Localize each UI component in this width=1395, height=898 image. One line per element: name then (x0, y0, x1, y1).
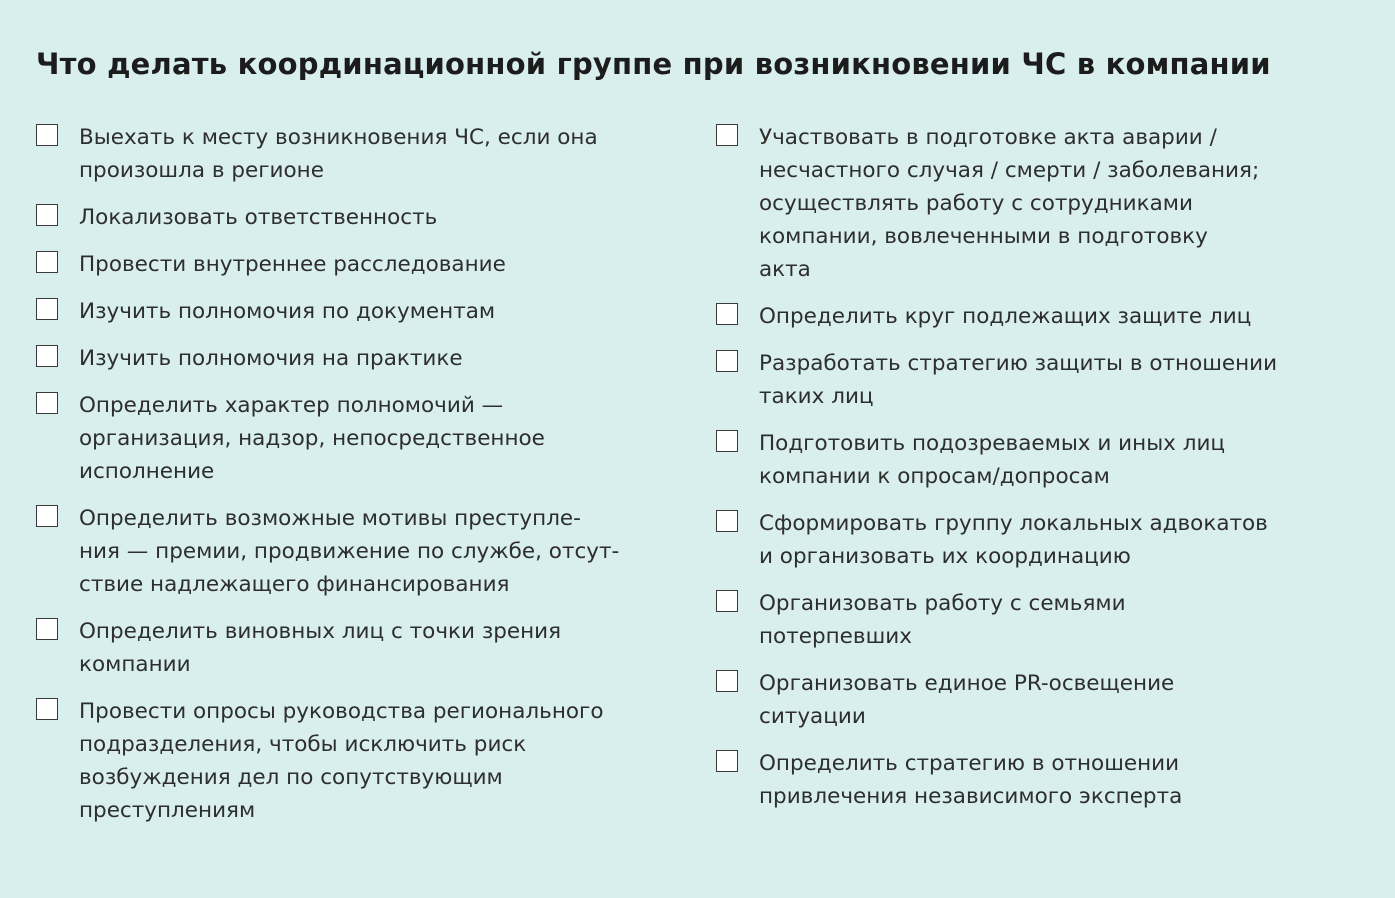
checkbox[interactable] (36, 251, 58, 273)
checklist-item-label: Выехать к месту возникновения ЧС, если она произошла в регионе (79, 125, 598, 183)
checklist-item-label: Разработать стратегию защиты в отношении таких лиц (759, 351, 1278, 409)
checklist-item (36, 390, 676, 488)
checklist-item-label: Определить возможные мотивы преступле- ния — премии, продвижение по службе, отсут- ствие надлежащего финансирования (79, 506, 620, 597)
checklist-item-label: Определить стратегию в отношении привлечения независимого эксперта (759, 751, 1183, 809)
checkbox[interactable] (716, 750, 738, 772)
checklist-item-label: Определить круг подлежащих защите лиц (759, 304, 1252, 329)
checkbox[interactable] (716, 350, 738, 372)
checkbox[interactable] (36, 345, 58, 367)
checklist-item (36, 616, 676, 681)
checkbox[interactable] (716, 510, 738, 532)
checkbox[interactable] (36, 698, 58, 720)
checklist-item-label: Участвовать в подготовке акта аварии / несчастного случая / смерти / заболевания; осуществлять работу с сотрудниками компании, вовлеченными в подготовку акта (759, 125, 1260, 282)
checklist-item-label: Подготовить подозреваемых и иных лиц компании к опросам/допросам (759, 431, 1226, 489)
checklist-item (716, 668, 1356, 733)
checklist-item-label: Организовать работу с семьями потерпевших (759, 591, 1126, 649)
checklist-item-label: Провести внутреннее расследование (79, 252, 506, 277)
checkbox[interactable] (716, 590, 738, 612)
checklist-item (36, 249, 676, 281)
checklist-item (716, 122, 1356, 286)
checklist-item (716, 428, 1356, 493)
checklist-item-label: Провести опросы руководства регионального подразделения, чтобы исключить риск возбуждения дел по сопутствующим преступлениям (79, 699, 604, 823)
checklist-item (36, 696, 676, 827)
checklist-item-label: Локализовать ответственность (79, 205, 438, 230)
checklist-item (36, 503, 676, 601)
page-title: Что делать координационной группе при возникновении ЧС в компании (36, 47, 1271, 81)
checklist-item-label: Изучить полномочия по документам (79, 299, 496, 324)
checklist-item-label: Сформировать группу локальных адвокатов и организовать их координацию (759, 511, 1268, 569)
checkbox[interactable] (36, 505, 58, 527)
checklist-item (716, 748, 1356, 813)
checklist-item (716, 301, 1356, 333)
checklist-item (716, 588, 1356, 653)
checkbox[interactable] (36, 204, 58, 226)
checkbox[interactable] (716, 303, 738, 325)
checkbox[interactable] (716, 670, 738, 692)
checkbox[interactable] (716, 430, 738, 452)
checklist-left-column (36, 122, 676, 842)
checklist-item-label: Организовать единое PR-освещение ситуации (759, 671, 1175, 729)
checkbox[interactable] (36, 392, 58, 414)
checklist-item-label: Изучить полномочия на практике (79, 346, 463, 371)
checklist-item-label: Определить характер полномочий — организация, надзор, непосредственное исполнение (79, 393, 545, 484)
checkbox[interactable] (36, 298, 58, 320)
checkbox[interactable] (716, 124, 738, 146)
checklist-columns (36, 122, 1376, 882)
checklist-right-column (716, 122, 1356, 828)
checkbox[interactable] (36, 124, 58, 146)
checklist-item (716, 348, 1356, 413)
checklist-item (36, 296, 676, 328)
checkbox[interactable] (36, 618, 58, 640)
checklist-item (36, 122, 676, 187)
checklist-item-label: Определить виновных лиц с точки зрения компании (79, 619, 562, 677)
checklist-item (36, 343, 676, 375)
checklist-item (716, 508, 1356, 573)
checklist-item (36, 202, 676, 234)
